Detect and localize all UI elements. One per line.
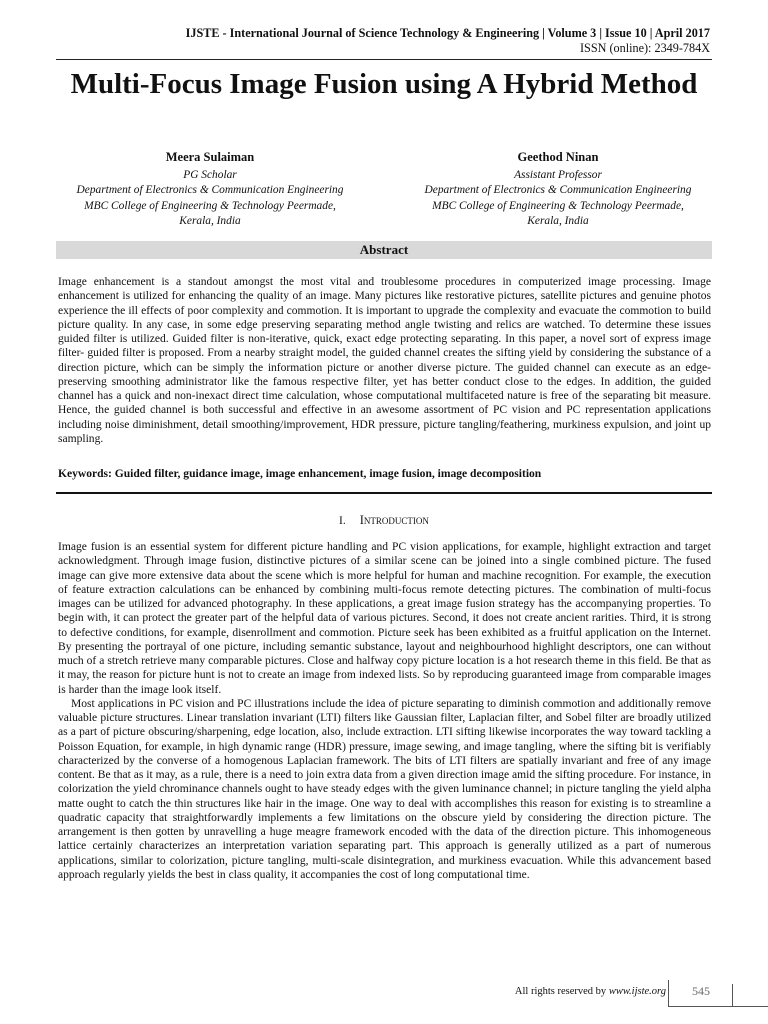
paragraph: Image fusion is an essential system for different picture handling and PC vision applications, for example, highlight extraction and target acknowledgment. Through image fusion, distinctive pictures of a similar scene can be joined into a single combined picture. The fused image can give more extensive data about the scene which is more helpful for human and machine recognition. For example, the execution of feature extraction calculations can be enhanced by combining multi-focus remote detecting pictures. The combination of multi-focus images can be utilized for advanced photography. In these applications, a great image fusion strategy has the accompanying properties. To begin with, it can protect the greater part of the helpful data of various pictures. Second, it does not create ancient rarities. Third, it is strong to defective conditions, for example, disenrollment and commotion. Picture seek has been exhibited as a fruitful application on the Internet. By presenting the portrayal of one picture, including semantic substance, layout and neighbourhood highlight descriptors, one can without much of a stretch retrieve many comparable pictures. Close and halfway copy picture location is a hot research theme in this field. Be that as it may, the reason for picture hunt is not to create an image from indexed lists. So by reproducing guaranteed image from comparable images is harder than the image look itself. [58,541,711,696]
author-department: Department of Electronics & Communication Engineering [424,184,692,196]
page-footer [0,980,768,1024]
running-header [186,26,710,56]
author-role: Assistant Professor [514,168,602,181]
author-2 [408,150,708,230]
abstract-text: Image enhancement is a standout amongst the most vital and troublesome procedures in computerized image processing. Image enhancement is utilized for enhancing the quality of an image. Many pictures like restorative pictures, satellite pictures and genuine photos experience the ill effects of poor complexity and commotion. It is important to upgrade the complexity and evacuate the commotion to build picture quality. In any case, in some edge preserving separating method angle twisting and relics are watched. To determine these issues guided filter is utilized. Guided filter is non-iterative, quick, exact edge protecting separating. In this paper, a novel sort of express image filter- guided filter is proposed. From a nearby straight model, the guided channel creates the sifting yield by considering the substance of a direction picture, which can be simply the information picture or another diverse picture. The guided channel can execute as an edge-preserving smoothing administrator like the famous respective filter, yet has better conduct close to the edges. In addition, the guided channel has a quick and non-inexact direct time calculation, whose computational multifaceted nature is free of the separating bit measure. Hence, the guided channel is both successful and effective in an awesome assortment of PC vision and PC representation applications including noise diminishment, detail smoothing/improvement, HDR pressure, picture tangling/feathering, murkiness expulsion, and joint up sampling. [58,276,711,445]
section-number: I. [339,515,346,527]
author-location: Kerala, India [179,215,241,227]
author-1 [60,150,360,230]
header-divider [56,59,712,60]
paragraph: Most applications in PC vision and PC illustrations include the idea of picture separating to diminish commotion and additionally remove valuable picture structures. Linear translation invariant (LTI) filters like Gaussian filter, Laplacian filter, and Sobel filter are broadly utilized as a part of picture obscuring/sharpening, edge location, also, include extraction. LTI sifting likewise incorporates the way toward tackling a Poisson Equation, for example, in high dynamic range (HDR) pressure, image sewing, and image tangling, where the sifting bit is verifiably characterized by the converse of a homogenous Laplacian framework. The bits of LTI filters are spatially invariant and free of any image content. Be that as it may, as a rule, there is a need to join extra data from a given direction image amid the sifting procedure. For instance, in colorization the yield chrominance channels ought to have steady edges with the given luminance channel; in picture tangling the yield alpha matte ought to catch the thin structures like hair in the image. One way to deal with accomplishes this reason for existing is to streamline a quadratic capacity that straightforwardly implements a few limitations on the obscure yield by considering the direction picture. The arrangement is then gotten by unravelling a huge meagre framework encoded with the data of the direction picture. This inhomogeneous lattice certainly characterizes an interpretation variation separating part. This approach is generally utilized as a part of numerous applications, similar to colorization, picture tangling, multi-scale disintegration, and murkiness evacuation. While this advancement based approach regularly yields the best in class quality, it accompanies the cost of long computational time. [58,697,711,881]
author-location: Kerala, India [527,215,589,227]
author-role: PG Scholar [183,168,237,181]
author-college: MBC College of Engineering & Technology Peermade, [432,199,684,212]
issn: ISSN (online): 2349-784X [580,41,710,55]
author-college: MBC College of Engineering & Technology Peermade, [84,199,336,212]
footer-divider [668,1006,768,1007]
author-department: Department of Electronics & Communication Engineering [76,184,344,196]
author-block [60,150,708,230]
section-divider [56,492,712,494]
abstract-heading: Abstract [56,241,712,259]
section-title: Introduction [359,513,429,527]
footer-divider [732,984,733,1006]
footer-divider [668,980,669,1006]
author-name: Geethod Ninan [517,150,599,164]
journal-url: www.ijste.org [608,986,666,997]
author-name: Meera Sulaiman [165,150,255,164]
copyright-notice [515,986,666,997]
rights-text: All rights reserved by [514,986,609,997]
keywords: Keywords: Guided filter, guidance image, image enhancement, image fusion, image decomposition [58,468,542,480]
page-number: 545 [692,984,710,998]
section-heading [56,513,712,528]
journal-citation: IJSTE - International Journal of Science Technology & Engineering | Volume 3 | Issue 10 | April 2017 [185,26,710,40]
introduction-body [58,540,711,882]
paper-title: Multi-Focus Image Fusion using A Hybrid Method [70,68,698,100]
